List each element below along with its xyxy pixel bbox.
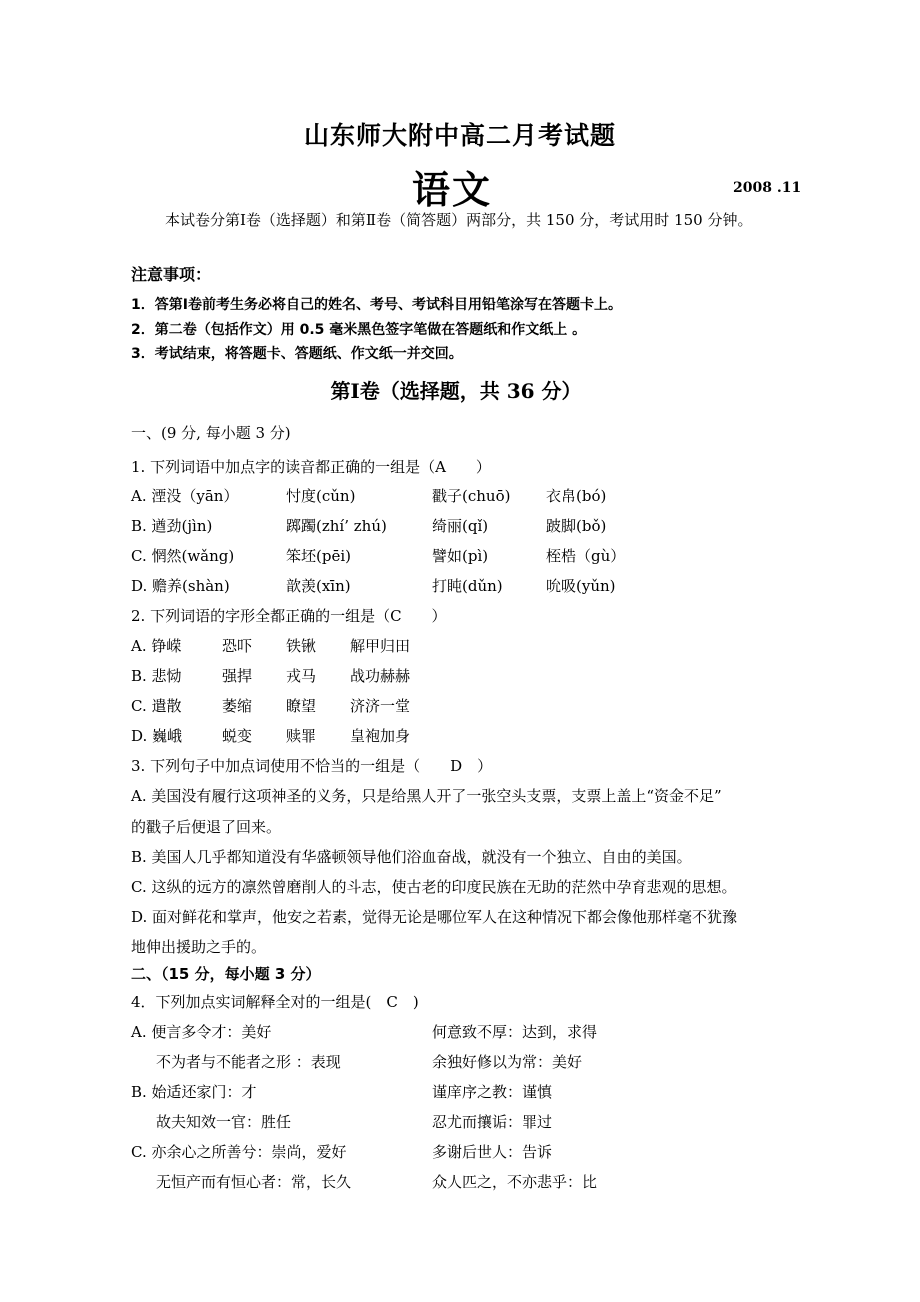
option-cell: 蜕变 (222, 727, 253, 745)
option-cell: 故夫知效一官：胜任 (156, 1113, 292, 1131)
option-cell: 皇袍加身 (350, 727, 411, 745)
exam-title: 山东师大附中高二月考试题 (303, 121, 616, 150)
option-cell: C. 遣散 (131, 697, 182, 715)
option-cell: 恐吓 (222, 637, 253, 655)
exam-subject: 语文 (411, 168, 492, 212)
option-cell: A. 便言多令才：美好 (131, 1023, 272, 1041)
option-cell: 多谢后世人：告诉 (432, 1143, 553, 1161)
option-cell: 绮丽(qǐ) (432, 517, 489, 535)
section-heading: 二、（15 分，每小题 3 分） (131, 965, 321, 983)
option-cell: A. 铮嵘 (131, 637, 182, 655)
option-cell: 跛脚(bǒ) (546, 517, 607, 535)
question-3-line: 的戳子后便退了回来。 (131, 818, 282, 836)
option-cell: 歆羡(xīn) (286, 577, 351, 595)
notice-item: 2．第二卷（包括作文）用 0.5 毫米黑色签字笔做在答题纸和作文纸上 。 (131, 322, 587, 338)
option-cell: 强捍 (222, 667, 253, 685)
option-cell: 打盹(dǔn) (432, 577, 503, 595)
option-cell: 何意致不厚：达到，求得 (432, 1023, 598, 1041)
exam-date: 2008 .11 (733, 180, 802, 196)
option-cell: D. 赡养(shàn) (131, 577, 230, 595)
option-cell: 解甲归田 (350, 637, 411, 655)
exam-intro: 本试卷分第Ⅰ卷（选择题）和第Ⅱ卷（简答题）两部分，共 150 分，考试用时 150 分钟。 (165, 211, 753, 229)
option-cell: 无恒产而有恒心者：常，长久 (156, 1173, 352, 1191)
option-cell: 萎缩 (222, 697, 253, 715)
question-1-stem: 1. 下列词语中加点字的读音都正确的一组是（A ） (131, 458, 491, 476)
option-cell: 桎梏（gù） (546, 547, 626, 565)
option-cell: 赎罪 (286, 727, 317, 745)
question-3-line: C. 这纵的远方的凛然曾磨削人的斗志，使古老的印度民族在无助的茫然中孕育悲观的思想。 (131, 878, 737, 896)
notice-heading: 注意事项： (131, 265, 212, 284)
option-cell: D. 巍峨 (131, 727, 183, 745)
option-cell: 吮吸(yǔn) (546, 577, 616, 595)
option-cell: 瞭望 (286, 697, 317, 715)
question-4-stem: 4．下列加点实词解释全对的一组是( C ) (131, 993, 419, 1011)
option-cell: 忍尤而攘诟：罪过 (432, 1113, 553, 1131)
notice-item: 1．答第Ⅰ卷前考生务必将自己的姓名、考号、考试科目用铅笔涂写在答题卡上。 (131, 297, 622, 313)
option-cell: 谨庠序之教：谨慎 (432, 1083, 553, 1101)
option-cell: 众人匹之，不亦悲乎：比 (432, 1173, 598, 1191)
option-cell: 战功赫赫 (350, 667, 411, 685)
option-cell: C. 惘然(wǎng) (131, 547, 235, 565)
option-cell: 济济一堂 (350, 697, 411, 715)
option-cell: 譬如(pì) (432, 547, 489, 565)
question-3-line: D. 面对鲜花和掌声，他安之若素，觉得无论是哪位军人在这种情况下都会像他那样毫不犹豫 (131, 908, 738, 926)
option-cell: 铁锹 (286, 637, 317, 655)
option-cell: 忖度(cǔn) (286, 487, 356, 505)
option-cell: 戳子(chuō) (432, 487, 511, 505)
option-cell: C. 亦余心之所善兮：崇尚，爱好 (131, 1143, 347, 1161)
option-cell: B. 遒劲(jìn) (131, 517, 213, 535)
option-cell: 余独好修以为常：美好 (432, 1053, 583, 1071)
option-cell: 衣帛(bó) (546, 487, 607, 505)
option-cell: 不为者与不能者之形 ：表现 (156, 1053, 341, 1071)
option-cell: 戎马 (286, 667, 317, 685)
notice-item: 3．考试结束，将答题卡、答题纸、作文纸一并交回。 (131, 346, 463, 362)
option-cell: 笨坯(pēi) (286, 547, 351, 565)
option-cell: B. 始适还家门：才 (131, 1083, 257, 1101)
question-2-stem: 2. 下列词语的字形全都正确的一组是（C ） (131, 607, 447, 625)
question-3-line: A. 美国没有履行这项神圣的义务，只是给黑人开了一张空头支票，支票上盖上“资金不足” (131, 787, 722, 805)
option-cell: B. 悲恸 (131, 667, 182, 685)
part1-title: 第Ⅰ卷（选择题，共 36 分） (330, 379, 582, 403)
option-cell: 踯躅(zhí’ zhú) (286, 517, 387, 535)
option-cell: A. 湮没（yān） (131, 487, 239, 505)
question-3-line: B. 美国人几乎都知道没有华盛顿领导他们浴血奋战，就没有一个独立、自由的美国。 (131, 848, 692, 866)
question-3-line: 地伸出援助之手的。 (131, 938, 267, 956)
section-heading: 一、(9 分, 每小题 3 分) (131, 424, 291, 442)
question-3-stem: 3. 下列句子中加点词使用不恰当的一组是（ D ） (131, 757, 493, 775)
